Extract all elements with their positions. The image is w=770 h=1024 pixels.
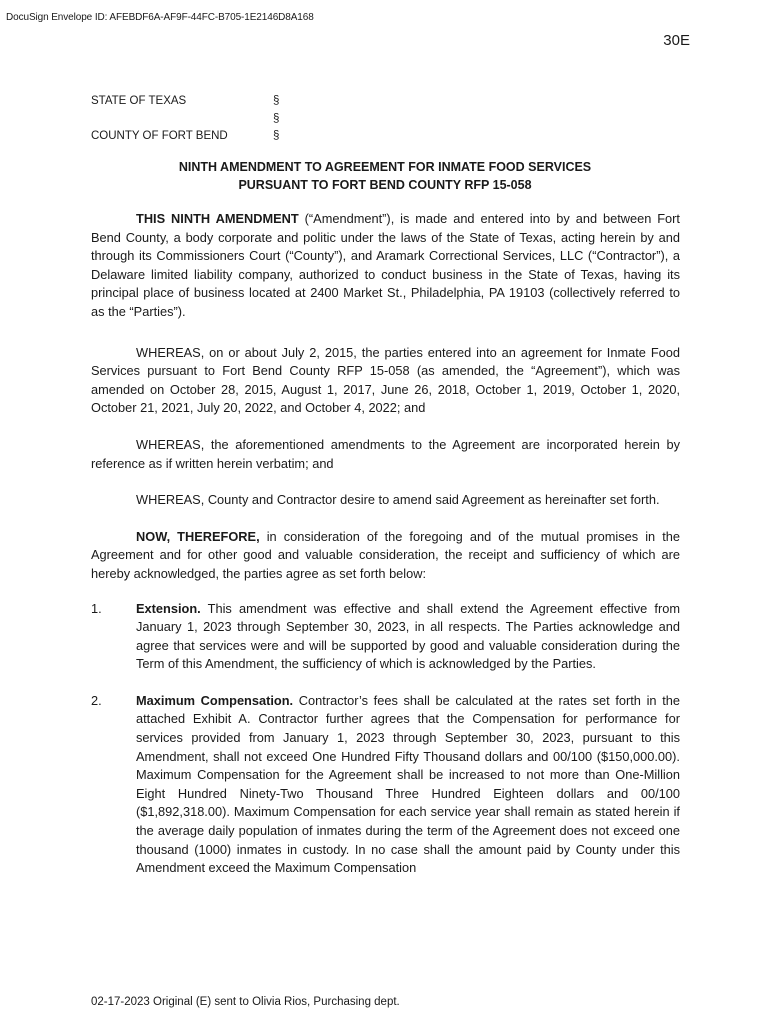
intro-text: (“Amendment”), is made and entered into by and between Fort Bend County, a body corporate and politic under the laws of the State of Texas, acting herein by and through its Commissioners Court (“County”), and Aramark Correctional Services, LLC (“Contractor”), a Delaware limited liability company, authorized to conduct business in the State of Texas, having its principal place of business located at 2400 Market St., Philadelphia, PA 19103 (collectively referred to as the “Parties”). (91, 211, 680, 319)
now-therefore-lead: NOW, THEREFORE, (136, 528, 260, 544)
item-body: This amendment was effective and shall extend the Agreement effective from January 1, 2023 through September 30, 2023, in all respects. The Parties acknowledge and agree that services were and will be supported by good and valuable consideration during the Term of this Amendment, the sufficiency of which is acknowledged by the Parties. (136, 600, 680, 672)
list-item (91, 692, 680, 878)
venue-block (91, 93, 279, 146)
item-text (136, 600, 680, 674)
venue-county: COUNTY OF FORT BEND (91, 130, 228, 142)
item-heading: Extension. (136, 600, 201, 616)
title-line-1: NINTH AMENDMENT TO AGREEMENT FOR INMATE FOOD SERVICES (178, 160, 592, 174)
page-label: 30E (663, 32, 690, 49)
intro-paragraph (91, 210, 680, 322)
item-number: 2. (91, 692, 102, 708)
item-heading: Maximum Compensation. (136, 692, 294, 708)
document-body (91, 210, 680, 896)
document-title (0, 158, 770, 194)
footer-note: 02-17-2023 Original (E) sent to Olivia Rios, Purchasing dept. (91, 996, 400, 1008)
item-text (136, 692, 680, 878)
intro-lead: THIS NINTH AMENDMENT (136, 211, 299, 226)
whereas-paragraph-3: WHEREAS, County and Contractor desire to amend said Agreement as hereinafter set forth. (136, 492, 660, 508)
venue-middle-row (91, 111, 279, 129)
docusign-envelope-id: DocuSign Envelope ID: AFEBDF6A-AF9F-44FC-B705-1E2146D8A168 (6, 12, 314, 23)
section-symbol: § (273, 112, 280, 125)
title-line-2: PURSUANT TO FORT BEND COUNTY RFP 15-058 (238, 178, 532, 192)
now-therefore-paragraph (91, 528, 680, 584)
venue-state: STATE OF TEXAS (91, 95, 187, 107)
venue-county-row (91, 128, 279, 146)
item-number: 1. (91, 600, 102, 616)
whereas-paragraph-1: WHEREAS, on or about July 2, 2015, the parties entered into an agreement for Inmate Food Services pursuant to Fort Bend County RFP 15-058 (as amended, the “Agreement”), which was amended on October 28, 2015, August 1, 2017, June 26, 2018, October 1, 2019, October 1, 2020, October 21, 2021, July 20, 2022, and October 4, 2022; and (91, 344, 680, 416)
whereas-paragraph-2: WHEREAS, the aforementioned amendments to the Agreement are incorporated herein by reference as if written herein verbatim; and (91, 436, 680, 471)
now-therefore-text: in consideration of the foregoing and of the mutual promises in the Agreement and for other good and valuable consideration, the receipt and sufficiency of which are hereby acknowledged, the parties agree as set forth below: (91, 528, 681, 581)
venue-state-row (91, 93, 279, 111)
section-symbol: § (273, 130, 280, 142)
list-item (91, 600, 680, 674)
section-symbol: § (273, 95, 280, 107)
item-body: Contractor’s fees shall be calculated at the rates set forth in the attached Exhibit A. Contractor further agrees that the Compensation for performance for services provided from January 1, 2023 through September 30, 2023, pursuant to this Amendment, shall not exceed One Hundred Fifty Thousand dollars and 00/100 ($150,000.00). Maximum Compensation for the Agreement shall be increased to not more than One-Million Eight Hundred Ninety-Two Thousand Three Hundred Eighteen dollars and 00/100 ($1,892,318.00). Maximum Compensation for each service year shall remain as stated herein if the average daily population of inmates during the term of the Agreement does not exceed one thousand (1000) inmates in custody. In no case shall the amount paid by County under this Amendment exceed the Maximum Compensation (136, 692, 681, 876)
